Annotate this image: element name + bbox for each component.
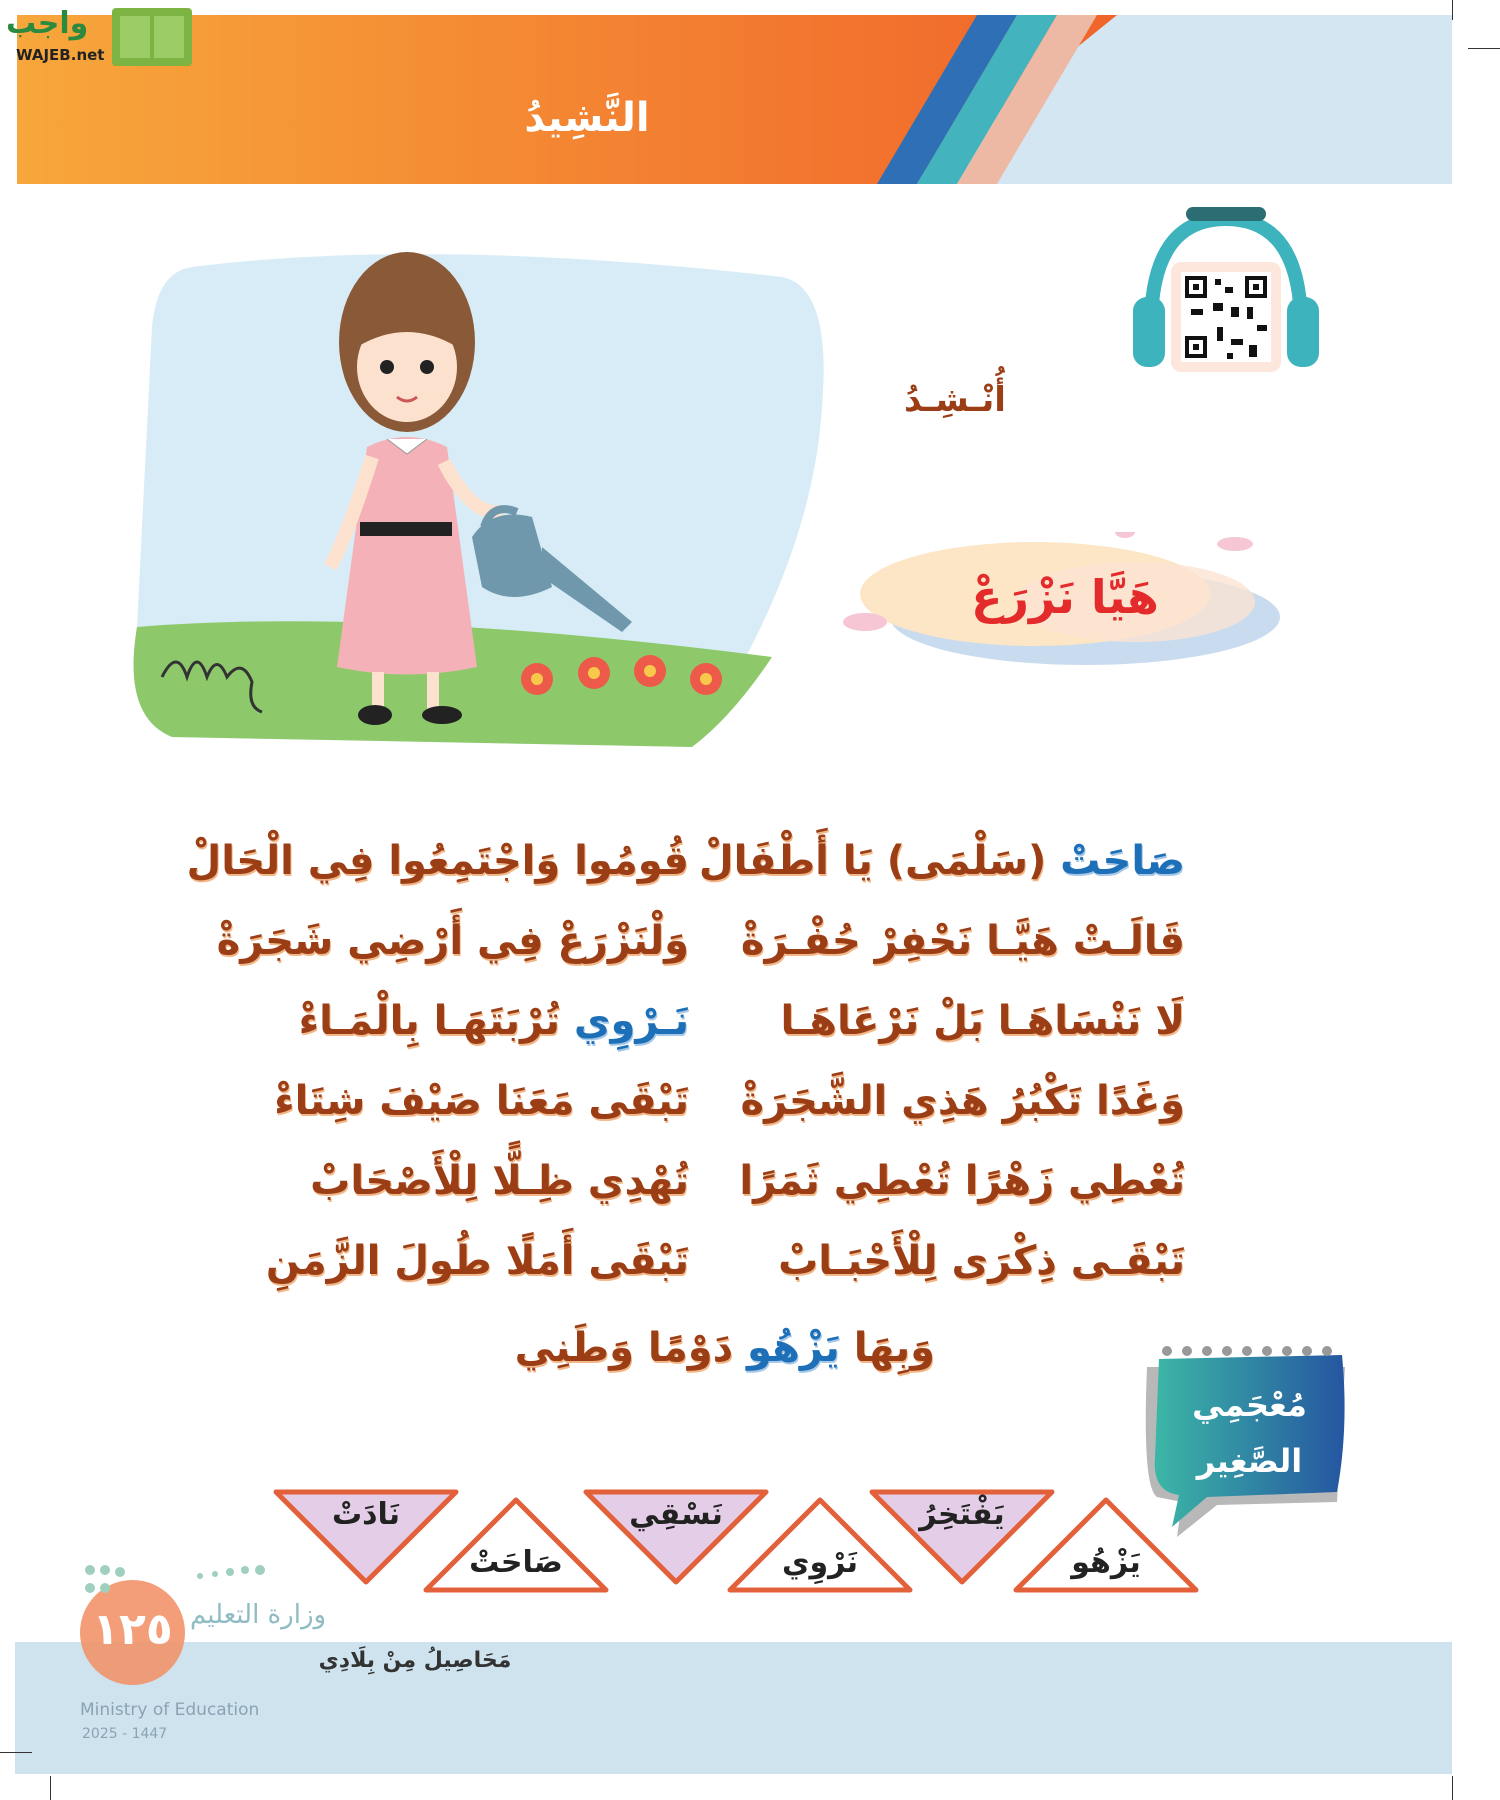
headphones-qr-icon[interactable]	[1131, 207, 1321, 382]
poem-line-right-hemistich	[699, 838, 1185, 884]
crop-mark	[1452, 0, 1453, 20]
poem-line-left-hemistich	[299, 998, 689, 1044]
poem-line-left-hemistich	[217, 918, 689, 964]
page-header-banner	[17, 15, 1452, 184]
poem-word: تَبْقَى مَعَنَا صَيْفَ شِتَاءْ	[274, 1078, 689, 1124]
page-number: ١٢٥	[80, 1580, 185, 1685]
crop-mark	[1452, 1776, 1453, 1800]
poem-word: وَغَدًا تَكْبُرُ هَذِي الشَّجَرَةْ	[740, 1078, 1185, 1124]
poem-word: تُعْطِي زَهْرًا تُعْطِي ثَمَرًا	[739, 1158, 1185, 1204]
poem-line-right-hemistich	[739, 1158, 1185, 1204]
logo-text: واجب	[6, 6, 89, 41]
poem-word: يَزْهُو	[747, 1325, 840, 1371]
vocab-word: نَرْوِي	[781, 1545, 859, 1580]
academic-year: 2025 - 1447	[82, 1726, 168, 1742]
ministry-arabic: وزارة التعليم	[190, 1600, 327, 1630]
crop-mark	[0, 1752, 32, 1753]
vocab-word: يَزْهُو	[1071, 1545, 1141, 1580]
poem-word: دَوْمًا وَطَنِي	[514, 1325, 748, 1371]
poem-final-line	[514, 1325, 935, 1371]
crop-mark	[1468, 48, 1500, 49]
wajeb-logo[interactable]	[6, 4, 191, 70]
crop-mark	[50, 1776, 51, 1800]
poem-line-right-hemistich	[741, 918, 1185, 964]
poem-word: صَاحَتْ	[1060, 838, 1185, 884]
poem-line-right-hemistich	[781, 998, 1185, 1044]
vocab-word: نَسْقِي	[629, 1497, 723, 1532]
poem-word: وَلْنَزْرَعْ فِي أَرْضِي شَجَرَةْ	[216, 918, 689, 964]
logo-domain: WAJEB.net	[16, 46, 105, 64]
poem-word: تَبْقَى أَمَلًا طُولَ الزَّمَنِ	[265, 1238, 689, 1284]
vocab-word: يَفْتَخِرُ	[919, 1497, 1005, 1532]
poem-line-left-hemistich	[266, 1238, 689, 1284]
poem-line-left-hemistich	[310, 1158, 689, 1204]
poem-word: وَبِهَا	[839, 1325, 935, 1371]
ministry-english: Ministry of Education	[80, 1700, 260, 1720]
poem-word: تُهْدِي ظِـلًّا لِلْأَصْحَابْ	[310, 1158, 689, 1204]
poem-line-right-hemistich	[740, 1078, 1185, 1124]
dictionary-line2: الصَّغِير	[1196, 1442, 1303, 1480]
poem-line-right-hemistich	[778, 1238, 1185, 1284]
vocab-word: نَادَتْ	[331, 1497, 401, 1532]
poem-line-left-hemistich	[274, 1078, 689, 1124]
poem-word: تُرْبَتَهَـا بِالْمَـاءْ	[298, 998, 574, 1044]
song-title: هَيَّا نَزْرَعْ	[971, 570, 1159, 624]
poem-word: تَبْقَـى ذِكْرَى لِلْأَحْبَـابْ	[778, 1238, 1185, 1284]
dictionary-line1: مُعْجَمِي	[1192, 1386, 1307, 1424]
poem-word: لَا نَنْسَاهَـا بَلْ نَرْعَاهَـا	[780, 998, 1185, 1044]
poem-word: (سَلْمَى) يَا أَطْفَالْ	[698, 838, 1061, 884]
vocab-word: صَاحَتْ	[469, 1545, 563, 1580]
activity-label: أُنْـشِـدُ	[904, 380, 1006, 420]
poem-word: نَـرْوِي	[573, 998, 689, 1044]
poem-word: قَالَـتْ هَيَّـا نَحْفِرْ حُفْـرَةْ	[740, 918, 1185, 964]
unit-title: مَحَاصِيلُ مِنْ بِلَادِي	[318, 1648, 512, 1673]
book-icon	[112, 8, 192, 66]
ministry-of-education-logo	[80, 1560, 327, 1750]
poem-word: قُومُوا وَاجْتَمِعُوا فِي الْحَالْ	[186, 838, 689, 884]
girl-watering-flowers-illustration	[132, 247, 832, 757]
section-title: النَّشِيدُ	[524, 95, 650, 141]
poem-line-left-hemistich	[187, 838, 689, 884]
